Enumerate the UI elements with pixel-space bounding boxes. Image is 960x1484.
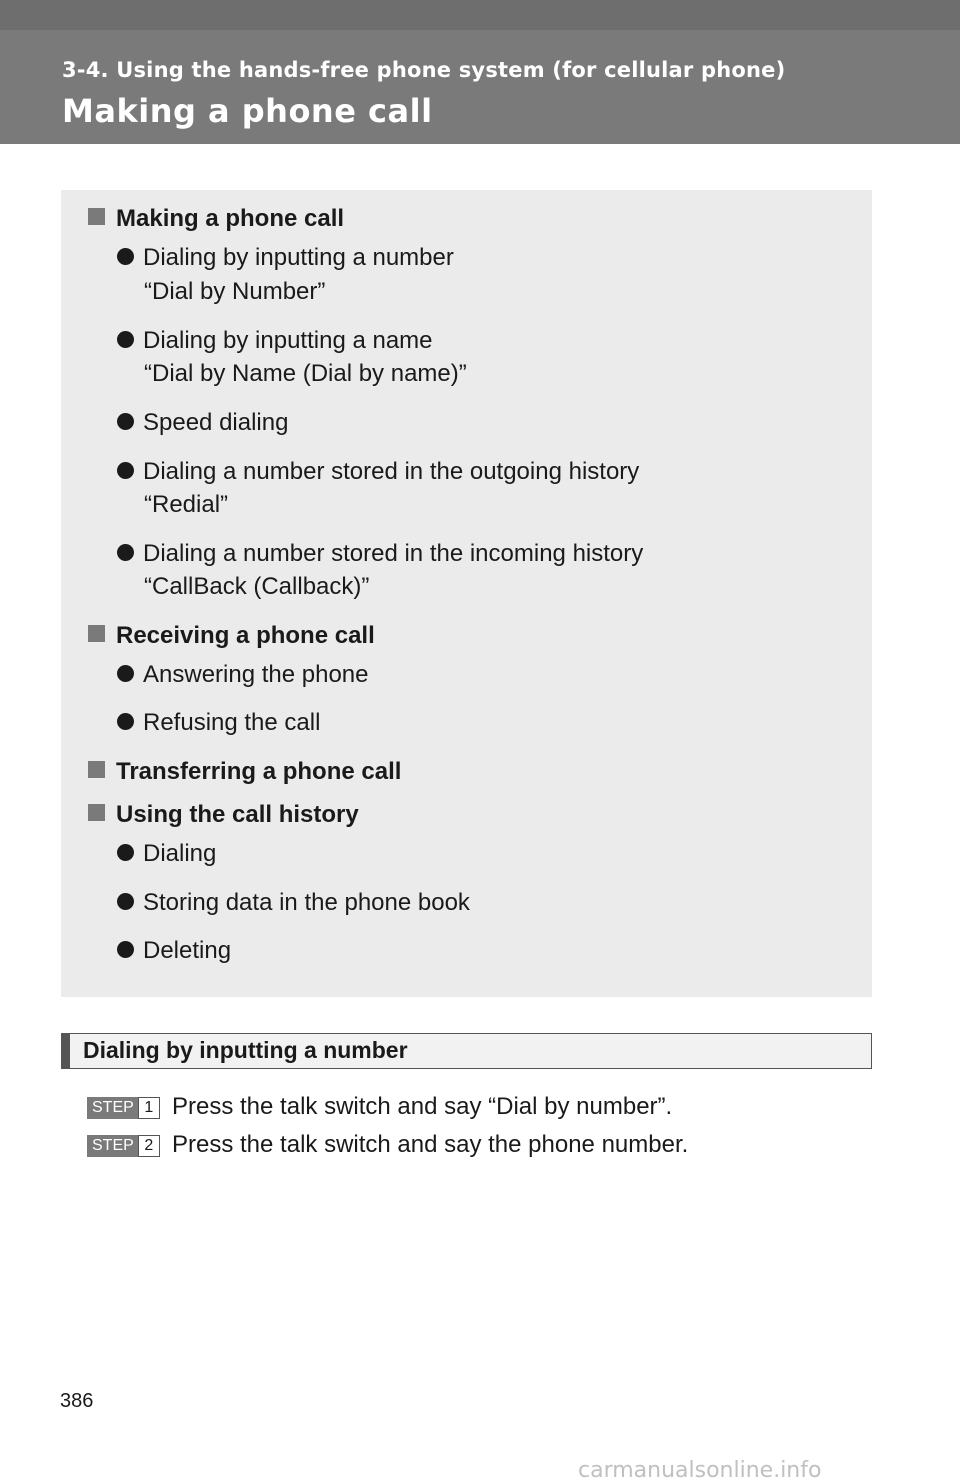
step-badge-label: STEP	[87, 1135, 138, 1157]
subsection-header	[61, 1033, 872, 1069]
round-bullet-icon	[117, 544, 134, 561]
list-item: Dialing by inputting a number	[117, 243, 454, 273]
step-badge-number: 2	[138, 1135, 160, 1157]
voice-command: “CallBack (Callback)”	[144, 573, 370, 600]
list-item: Storing data in the phone book	[117, 888, 470, 918]
round-bullet-icon	[117, 331, 134, 348]
list-item: Deleting	[117, 936, 231, 966]
round-bullet-icon	[117, 248, 134, 265]
page-number: 386	[60, 1390, 94, 1412]
heading-making-call: Making a phone call	[88, 204, 344, 234]
step-badge	[87, 1097, 160, 1119]
round-bullet-icon	[117, 893, 134, 910]
heading-receiving-call: Receiving a phone call	[88, 621, 375, 651]
square-bullet-icon	[88, 625, 105, 642]
watermark: carmanualsonline.info	[578, 1458, 822, 1483]
step-badge-number: 1	[138, 1097, 160, 1119]
step-text: Press the talk switch and say the phone number.	[172, 1131, 689, 1158]
subsection-title: Dialing by inputting a number	[83, 1037, 408, 1063]
list-item: Refusing the call	[117, 708, 320, 738]
heading-call-history: Using the call history	[88, 800, 359, 830]
round-bullet-icon	[117, 941, 134, 958]
heading-transferring-call: Transferring a phone call	[88, 757, 401, 787]
voice-command: “Dial by Name (Dial by name)”	[144, 360, 467, 387]
round-bullet-icon	[117, 462, 134, 479]
square-bullet-icon	[88, 208, 105, 225]
list-item: Dialing by inputting a name	[117, 326, 433, 356]
square-bullet-icon	[88, 804, 105, 821]
header-band	[0, 0, 960, 30]
round-bullet-icon	[117, 713, 134, 730]
list-item: Dialing a number stored in the incoming history	[117, 539, 643, 569]
voice-command: “Dial by Number”	[144, 278, 326, 305]
list-item: Dialing	[117, 839, 216, 869]
list-item: Dialing a number stored in the outgoing history	[117, 457, 639, 487]
voice-command: “Redial”	[144, 491, 229, 518]
section-title: 3-4. Using the hands-free phone system (for cellular phone)	[62, 58, 786, 82]
round-bullet-icon	[117, 665, 134, 682]
page-header	[0, 0, 960, 144]
step-text: Press the talk switch and say “Dial by number”.	[172, 1093, 673, 1120]
subsection-accent	[62, 1034, 70, 1068]
round-bullet-icon	[117, 844, 134, 861]
square-bullet-icon	[88, 761, 105, 778]
step-badge-label: STEP	[87, 1097, 138, 1119]
step-badge	[87, 1135, 160, 1157]
round-bullet-icon	[117, 413, 134, 430]
list-item: Speed dialing	[117, 408, 288, 438]
list-item: Answering the phone	[117, 660, 369, 690]
page-title: Making a phone call	[62, 92, 433, 130]
